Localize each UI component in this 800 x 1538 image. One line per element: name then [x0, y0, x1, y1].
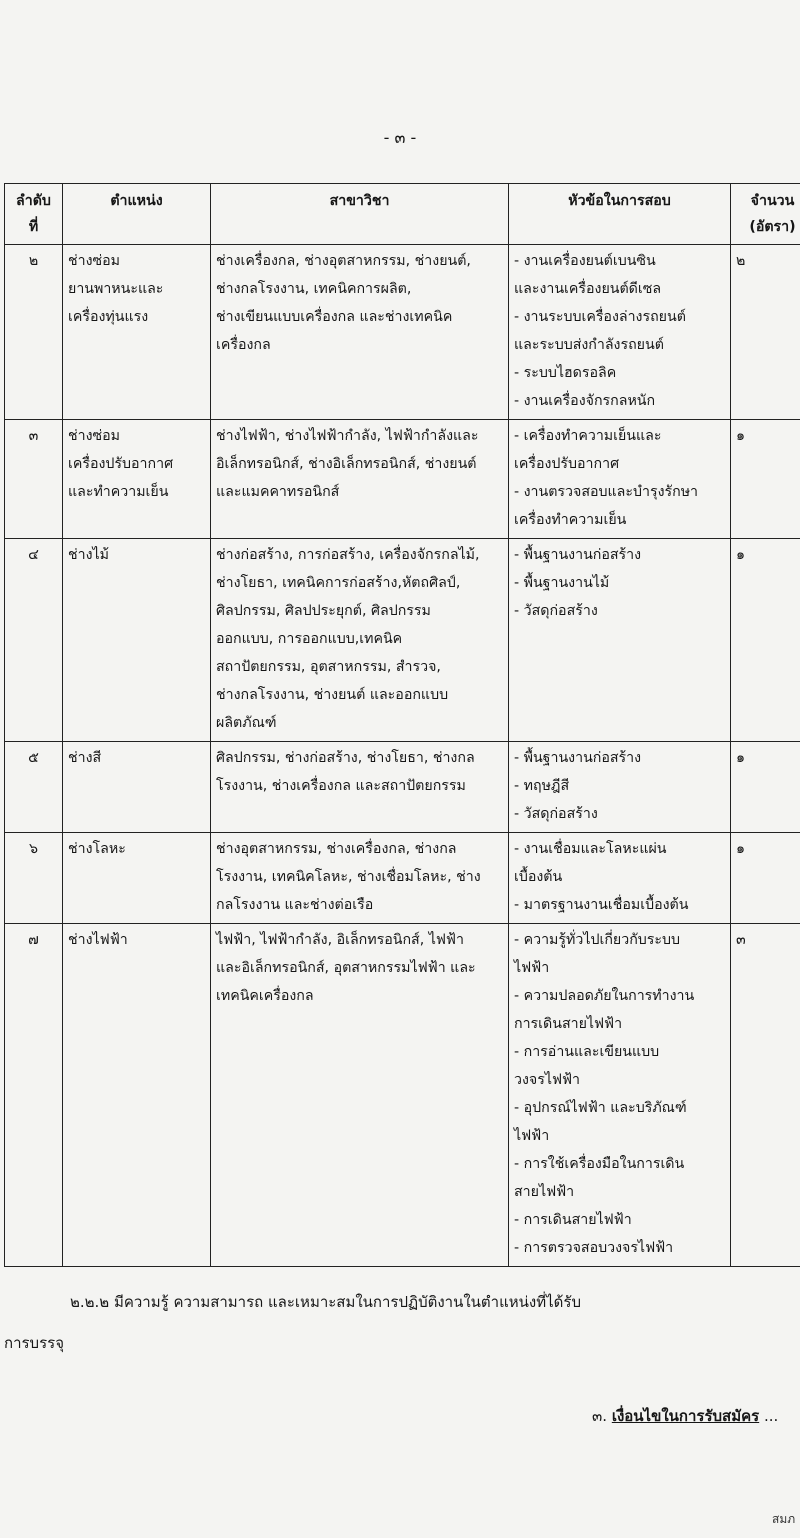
position-line: และทำความเย็น — [68, 484, 169, 500]
topic-line: การเดินสายไฟฟ้า — [514, 1016, 623, 1032]
header-topics: หัวข้อในการสอบ — [509, 184, 731, 245]
position-line: ช่างไม้ — [68, 547, 110, 563]
header-no: ลำดับ ที่ — [5, 184, 63, 245]
topic-line: - งานตรวจสอบและบำรุงรักษา — [514, 484, 699, 500]
position-line: ช่างสี — [68, 750, 102, 766]
position-cell — [63, 539, 211, 742]
field-line: ออกแบบ, การออกแบบ,เทคนิค — [216, 631, 403, 647]
topic-line: - ระบบไฮดรอลิค — [514, 365, 617, 381]
topic-line: - งานระบบเครื่องล่างรถยนต์ — [514, 309, 686, 325]
topic-line: - วัสดุก่อสร้าง — [514, 603, 598, 619]
topic-line: - พื้นฐานงานก่อสร้าง — [514, 547, 642, 563]
section-3-heading — [0, 1404, 800, 1428]
field-cell — [211, 539, 509, 742]
topic-line: และระบบส่งกำลังรถยนต์ — [514, 337, 664, 353]
field-cell — [211, 924, 509, 1267]
count-cell: ๑ — [731, 742, 800, 833]
topic-line: - การอ่านและเขียนแบบ — [514, 1044, 660, 1060]
topic-line: สายไฟฟ้า — [514, 1184, 575, 1200]
corner-text: สมภ — [772, 1512, 796, 1526]
position-cell — [63, 742, 211, 833]
field-line: ช่างกลโรงงาน, ช่างยนต์ และออกแบบ — [216, 687, 449, 703]
topic-line: - งานเครื่องจักรกลหนัก — [514, 393, 656, 409]
topic-line: ไฟฟ้า — [514, 1128, 550, 1144]
row-number: ๕ — [5, 742, 63, 833]
header-count: จำนวน (อัตรา) — [731, 184, 800, 245]
field-line: เครื่องกล — [216, 337, 271, 353]
header-field: สาขาวิชา — [211, 184, 509, 245]
position-line: เครื่องทุ่นแรง — [68, 309, 149, 325]
field-line: อิเล็กทรอนิกส์, ช่างอิเล็กทรอนิกส์, ช่างยนต์ — [216, 456, 477, 472]
header-position: ตำแหน่ง — [63, 184, 211, 245]
field-line: ช่างก่อสร้าง, การก่อสร้าง, เครื่องจักรกลไม้, — [216, 547, 480, 563]
position-cell — [63, 833, 211, 924]
section-3-ellipsis: ... — [759, 1407, 779, 1425]
table-row — [5, 420, 800, 539]
topics-cell — [509, 833, 731, 924]
position-cell — [63, 420, 211, 539]
topic-line: - พื้นฐานงานก่อสร้าง — [514, 750, 642, 766]
topic-line: - การตรวจสอบวงจรไฟฟ้า — [514, 1240, 674, 1256]
row-number: ๓ — [5, 420, 63, 539]
field-line: ไฟฟ้า, ไฟฟ้ากำลัง, อิเล็กทรอนิกส์, ไฟฟ้า — [216, 932, 464, 948]
topic-line: เบื้องต้น — [514, 869, 563, 885]
table-row — [5, 833, 800, 924]
field-cell — [211, 245, 509, 420]
paragraph-appointment: การบรรจุ — [4, 1334, 64, 1352]
topics-cell — [509, 420, 731, 539]
table-row — [5, 539, 800, 742]
topic-line: - พื้นฐานงานไม้ — [514, 575, 610, 591]
field-line: โรงงาน, เทคนิคโลหะ, ช่างเชื่อมโลหะ, ช่าง — [216, 869, 481, 885]
field-line: และอิเล็กทรอนิกส์, อุตสาหกรรมไฟฟ้า และ — [216, 960, 476, 976]
section-3-number: ๓. — [592, 1407, 608, 1425]
topic-line: - มาตรฐานงานเชื่อมเบื้องต้น — [514, 897, 689, 913]
row-number: ๖ — [5, 833, 63, 924]
field-cell — [211, 420, 509, 539]
count-cell: ๒ — [731, 245, 800, 420]
field-line: โรงงาน, ช่างเครื่องกล และสถาปัตยกรรม — [216, 778, 466, 794]
field-line: ศิลปกรรม, ศิลปประยุกต์, ศิลปกรรม — [216, 603, 431, 619]
topic-line: และงานเครื่องยนต์ดีเซล — [514, 281, 662, 297]
topic-line: - วัสดุก่อสร้าง — [514, 806, 598, 822]
topic-line: วงจรไฟฟ้า — [514, 1072, 581, 1088]
topic-line: - ทฤษฎีสี — [514, 778, 570, 794]
field-line: เทคนิคเครื่องกล — [216, 988, 314, 1004]
topic-line: ไฟฟ้า — [514, 960, 550, 976]
table-body — [5, 245, 800, 1267]
topic-line: - งานเครื่องยนต์เบนซิน — [514, 253, 656, 269]
field-line: ช่างอุตสาหกรรม, ช่างเครื่องกล, ช่างกล — [216, 841, 457, 857]
topic-line: - ความรู้ทั่วไปเกี่ยวกับระบบ — [514, 932, 681, 948]
table-row — [5, 742, 800, 833]
topics-cell — [509, 539, 731, 742]
field-line: ช่างเขียนแบบเครื่องกล และช่างเทคนิค — [216, 309, 453, 325]
field-line: ช่างโยธา, เทคนิคการก่อสร้าง,หัตถศิลป์, — [216, 575, 461, 591]
table-row — [5, 924, 800, 1267]
position-line: เครื่องปรับอากาศ — [68, 456, 174, 472]
field-line: ศิลปกรรม, ช่างก่อสร้าง, ช่างโยธา, ช่างกล — [216, 750, 475, 766]
position-line: ช่างซ่อม — [68, 253, 121, 269]
topic-line: - อุปกรณ์ไฟฟ้า และบริภัณฑ์ — [514, 1100, 687, 1116]
topic-line: - การใช้เครื่องมือในการเดิน — [514, 1156, 685, 1172]
section-3-title: เงื่อนไขในการรับสมัคร — [611, 1407, 760, 1425]
field-cell — [211, 833, 509, 924]
field-line: ผลิตภัณฑ์ — [216, 715, 277, 731]
field-cell — [211, 742, 509, 833]
table-row — [5, 245, 800, 420]
topic-line: - การเดินสายไฟฟ้า — [514, 1212, 632, 1228]
table-header-row — [5, 184, 800, 245]
count-cell: ๑ — [731, 539, 800, 742]
row-number: ๗ — [5, 924, 63, 1267]
count-cell: ๓ — [731, 924, 800, 1267]
field-line: ช่างกลโรงงาน, เทคนิคการผลิต, — [216, 281, 412, 297]
topic-line: เครื่องทำความเย็น — [514, 512, 627, 528]
count-cell: ๑ — [731, 833, 800, 924]
field-line: และแมคคาทรอนิกส์ — [216, 484, 340, 500]
position-line: ช่างโลหะ — [68, 841, 126, 857]
topic-line: - ความปลอดภัยในการทำงาน — [514, 988, 695, 1004]
position-cell — [63, 245, 211, 420]
field-line: ช่างเครื่องกล, ช่างอุตสาหกรรม, ช่างยนต์, — [216, 253, 471, 269]
row-number: ๒ — [5, 245, 63, 420]
position-line: ยานพาหนะและ — [68, 281, 164, 297]
paragraph-qualification: ๒.๒.๒ มีความรู้ ความสามารถ และเหมาะสมในการปฏิบัติงานในตำแหน่งที่ได้รับ — [70, 1293, 581, 1311]
topics-cell — [509, 742, 731, 833]
row-number: ๔ — [5, 539, 63, 742]
position-line: ช่างไฟฟ้า — [68, 932, 128, 948]
topic-line: - เครื่องทำความเย็นและ — [514, 428, 662, 444]
topics-cell — [509, 924, 731, 1267]
position-line: ช่างซ่อม — [68, 428, 121, 444]
page-number: - ๓ - — [383, 128, 417, 147]
topics-cell — [509, 245, 731, 420]
field-line: ช่างไฟฟ้า, ช่างไฟฟ้ากำลัง, ไฟฟ้ากำลังและ — [216, 428, 479, 444]
field-line: กลโรงงาน และช่างต่อเรือ — [216, 897, 374, 913]
positions-table — [4, 183, 800, 1267]
topic-line: เครื่องปรับอากาศ — [514, 456, 620, 472]
count-cell: ๑ — [731, 420, 800, 539]
topic-line: - งานเชื่อมและโลหะแผ่น — [514, 841, 667, 857]
field-line: สถาปัตยกรรม, อุตสาหกรรม, สำรวจ, — [216, 659, 441, 675]
position-cell — [63, 924, 211, 1267]
